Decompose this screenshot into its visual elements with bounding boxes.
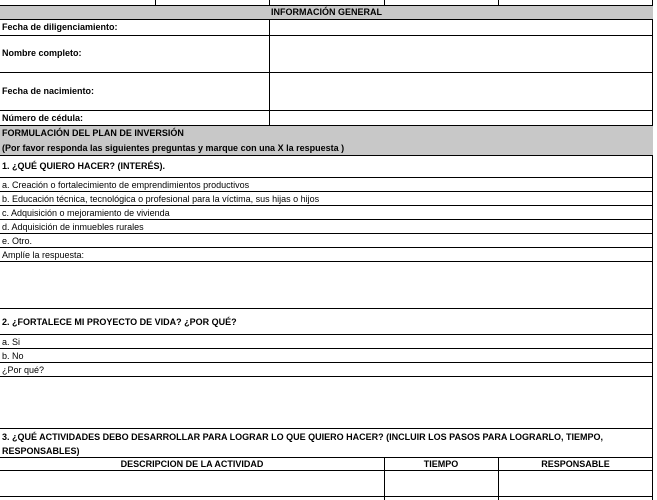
plan-header	[0, 125, 653, 155]
q2-answer-area[interactable]	[0, 376, 653, 428]
q2-option-a: a. Si	[0, 334, 653, 348]
numero-cedula-label	[0, 110, 653, 125]
q3-col-divider-2	[498, 457, 499, 500]
q1-option-a: a. Creación o fortalecimiento de emprendimientos productivos	[0, 177, 653, 191]
q1-option-d: d. Adquisición de inmuebles rurales	[0, 219, 653, 233]
nombre-completo-text: Nombre completo:	[2, 48, 82, 58]
col-descripcion: DESCRIPCION DE LA ACTIVIDAD	[120, 459, 264, 469]
q1-answer-area[interactable]	[0, 261, 653, 308]
q3-table-header	[0, 457, 653, 470]
q3-title-line1: 3. ¿QUÉ ACTIVIDADES DEBO DESARROLLAR PARA LOGRAR LO QUE QUIERO HACER? (INCLUIR LOS PASOS PARA LOGRARLO, TIEMPO,	[2, 432, 604, 442]
q3-col-divider-1	[384, 457, 385, 500]
general-info-header: INFORMACIÓN GENERAL	[0, 5, 653, 19]
q1-amplie-label: Amplíe la respuesta:	[0, 247, 653, 261]
q3-table-row-2[interactable]	[0, 496, 653, 500]
fecha-diligenciamiento-label: Fecha de diligenciamiento:	[0, 19, 653, 35]
q1-option-b: b. Educación técnica, tecnológica o profesional para la víctima, sus hijas o hijos	[0, 191, 653, 205]
general-info-divider	[269, 19, 270, 125]
q1-option-e: e. Otro.	[0, 233, 653, 247]
q2-title	[0, 308, 653, 334]
plan-title: FORMULACIÓN DEL PLAN DE INVERSIÓN	[2, 128, 184, 138]
q3-table-row-1[interactable]	[0, 470, 653, 496]
q3-title-line2: RESPONSABLES)	[2, 446, 80, 456]
q2-option-b: b. No	[0, 348, 653, 362]
col-responsable: RESPONSABLE	[541, 459, 610, 469]
col-tiempo: TIEMPO	[423, 459, 459, 469]
numero-cedula-text: Número de cédula:	[2, 113, 84, 123]
q1-title	[0, 155, 653, 177]
fecha-nacimiento-text: Fecha de nacimiento:	[2, 86, 95, 96]
plan-instructions: (Por favor responda las siguientes preguntas y marque con una X la respuesta )	[2, 143, 345, 153]
q2-por-que-label: ¿Por qué?	[0, 362, 653, 376]
q1-option-c: c. Adquisición o mejoramiento de vivienda	[0, 205, 653, 219]
q1-title-text: 1. ¿QUÉ QUIERO HACER? (INTERÉS).	[2, 161, 166, 171]
q3-title	[0, 428, 653, 457]
q2-title-text: 2. ¿FORTALECE MI PROYECTO DE VIDA? ¿POR QUÉ?	[2, 317, 237, 327]
fecha-nacimiento-label	[0, 72, 653, 110]
nombre-completo-label	[0, 35, 653, 72]
